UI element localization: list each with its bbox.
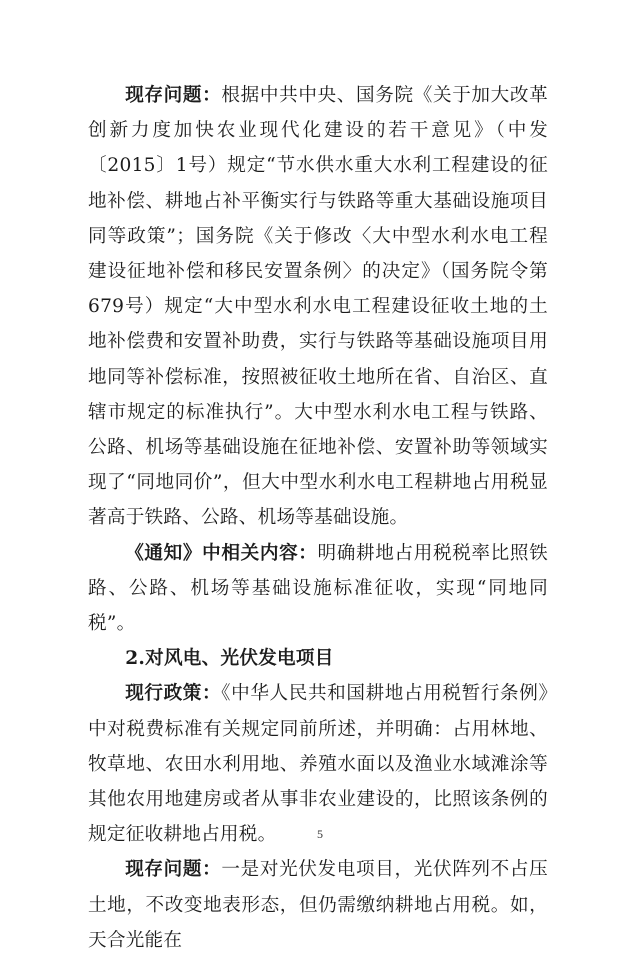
paragraph-label: 现行政策： xyxy=(125,683,222,705)
section-heading: 2.对风电、光伏发电项目 xyxy=(125,648,334,670)
paragraph-text: 明确耕地占用税税率比照铁路、公路、机场等基础设施标准征收，实现“同地同税”。 xyxy=(88,542,548,635)
paragraph-label: 《通知》中相关内容： xyxy=(125,542,318,564)
paragraph-text: 根据中共中央、国务院《关于加大改革创新力度加快农业现代化建设的若干意见》（中发〔2015〕1号）规定“节水供水重大水利工程建设的征地补偿、耕地占补平衡实行与铁路等重大基础设施项目同等政策”；国务院《关于修改〈大中型水利水电工程建设征地补偿和移民安置条例〉的决定》（国务院令第679号）规定“大中型水利水电工程建设征收土地的土地补偿费和安置补助费，实行与铁路等基础设施项目用地同等补偿标准，按照被征收土地所在省、自治区、直辖市规定的标准执行”。大中型水利水电工程与铁路、公路、机场等基础设施在征地补偿、安置补助等领域实现了“同地同价”，但大中型水利水电工程耕地占用税显著高于铁路、公路、机场等基础设施。 xyxy=(88,85,548,529)
paragraph-existing-problems-solar xyxy=(88,852,548,958)
paragraph-existing-problems-water xyxy=(88,78,548,536)
paragraph-text: 一是对光伏发电项目，光伏阵列不占压土地，不改变地表形态，但仍需缴纳耕地占用税。如，天合光能在 xyxy=(88,859,548,951)
paragraph-notice-content xyxy=(88,536,548,642)
document-body xyxy=(88,78,548,958)
page-number: 5 xyxy=(317,827,323,841)
paragraph-text: 《中华人民共和国耕地占用税暂行条例》中对税费标准有关规定同前所述，并明确：占用林地、牧草地、农田水利用地、养殖水面以及渔业水域滩涂等其他农用地建房或者从事非农业建设的，比照该条例的规定征收耕地占用税。 xyxy=(88,683,548,846)
paragraph-label: 现存问题： xyxy=(125,85,222,106)
paragraph-label: 现存问题： xyxy=(125,859,222,881)
